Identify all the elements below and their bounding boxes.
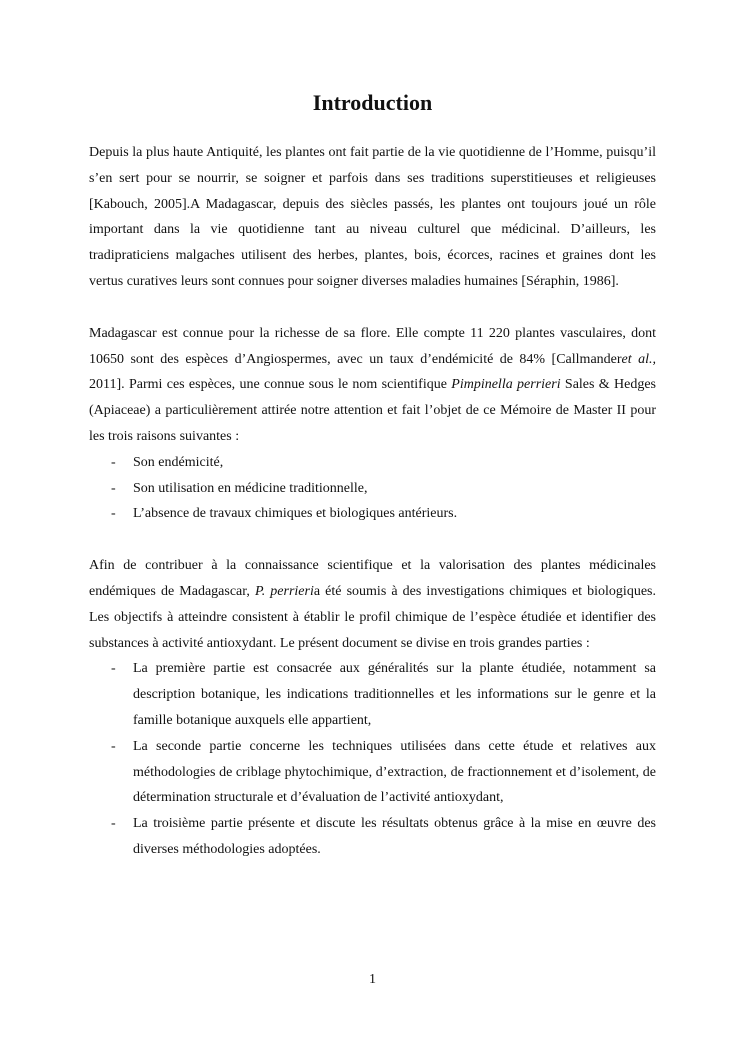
bullet-dash: - bbox=[111, 506, 116, 522]
list-item: - Son endémicité, bbox=[89, 450, 656, 476]
bullet-dash: - bbox=[111, 454, 116, 470]
paragraph-1: Depuis la plus haute Antiquité, les plantes ont fait partie de la vie quotidienne de l’Homme, puisqu’il s’en sert pour se nourrir, se soigner et parfois dans ses traditions superstitieuses et religieuses [Kabouch, 2005].A Madagascar, depuis des siècles passés, les plantes ont toujours joué un rôle important dans la vie quotidienne tant au niveau culturel que médicinal. D’ailleurs, les tradipraticiens malgaches utilisent des herbes, plantes, bois, écorces, racines et graines dont les vertus curatives leurs sont connues pour soigner diverses maladies humaines [Séraphin, 1986]. bbox=[89, 145, 656, 289]
list-item: - La première partie est consacrée aux généralités sur la plante étudiée, notamment sa description botanique, les indications traditionnelles et les informations sur le genre et la famille botanique auxquels elle appartient, bbox=[89, 656, 656, 733]
bullet-dash: - bbox=[111, 738, 116, 754]
bullet-dash: - bbox=[111, 661, 116, 677]
list-item: - Son utilisation en médicine traditionnelle, bbox=[89, 476, 656, 502]
paragraph-3: Afin de contribuer à la connaissance scientifique et la valorisation des plantes médicinales endémiques de Madagascar, P. perrieria été soumis à des investigations chimiques et biologiques. Les objectifs à atteindre consistent à établir le profil chimique de l’espèce étudiée et identifier des substances à activité antioxydant. Le présent document se divise en trois grandes parties : bbox=[89, 558, 656, 651]
bullet-dash: - bbox=[111, 816, 116, 832]
paragraph-2: Madagascar est connue pour la richesse de sa flore. Elle compte 11 220 plantes vasculaires, dont 10650 sont des espèces d’Angiospermes, avec un taux d’endémicité de 84% [Callmanderet al., 2011]. Parmi ces espèces, une connue sous le nom scientifique Pimpinella perrieri Sales & Hedges (Apiaceae) a particulièrement attirée notre attention et fait l’objet de ce Mémoire de Master II pour les trois raisons suivantes : bbox=[89, 325, 656, 444]
list-item: - L’absence de travaux chimiques et biologiques antérieurs. bbox=[89, 501, 656, 527]
reasons-list bbox=[89, 450, 656, 527]
bullet-dash: - bbox=[111, 480, 116, 496]
document-body bbox=[89, 88, 656, 863]
page-title: Introduction bbox=[312, 90, 433, 115]
list-item: - La seconde partie concerne les techniques utilisées dans cette étude et relatives aux méthodologies de criblage phytochimique, d’extraction, de fractionnement et d’isolement, de détermination structurale et d’évaluation de l’activité antioxydant, bbox=[89, 734, 656, 811]
page-number: 1 bbox=[369, 972, 376, 987]
parts-list bbox=[89, 656, 656, 862]
list-item: - La troisième partie présente et discute les résultats obtenus grâce à la mise en œuvre des diverses méthodologies adoptées. bbox=[89, 811, 656, 863]
